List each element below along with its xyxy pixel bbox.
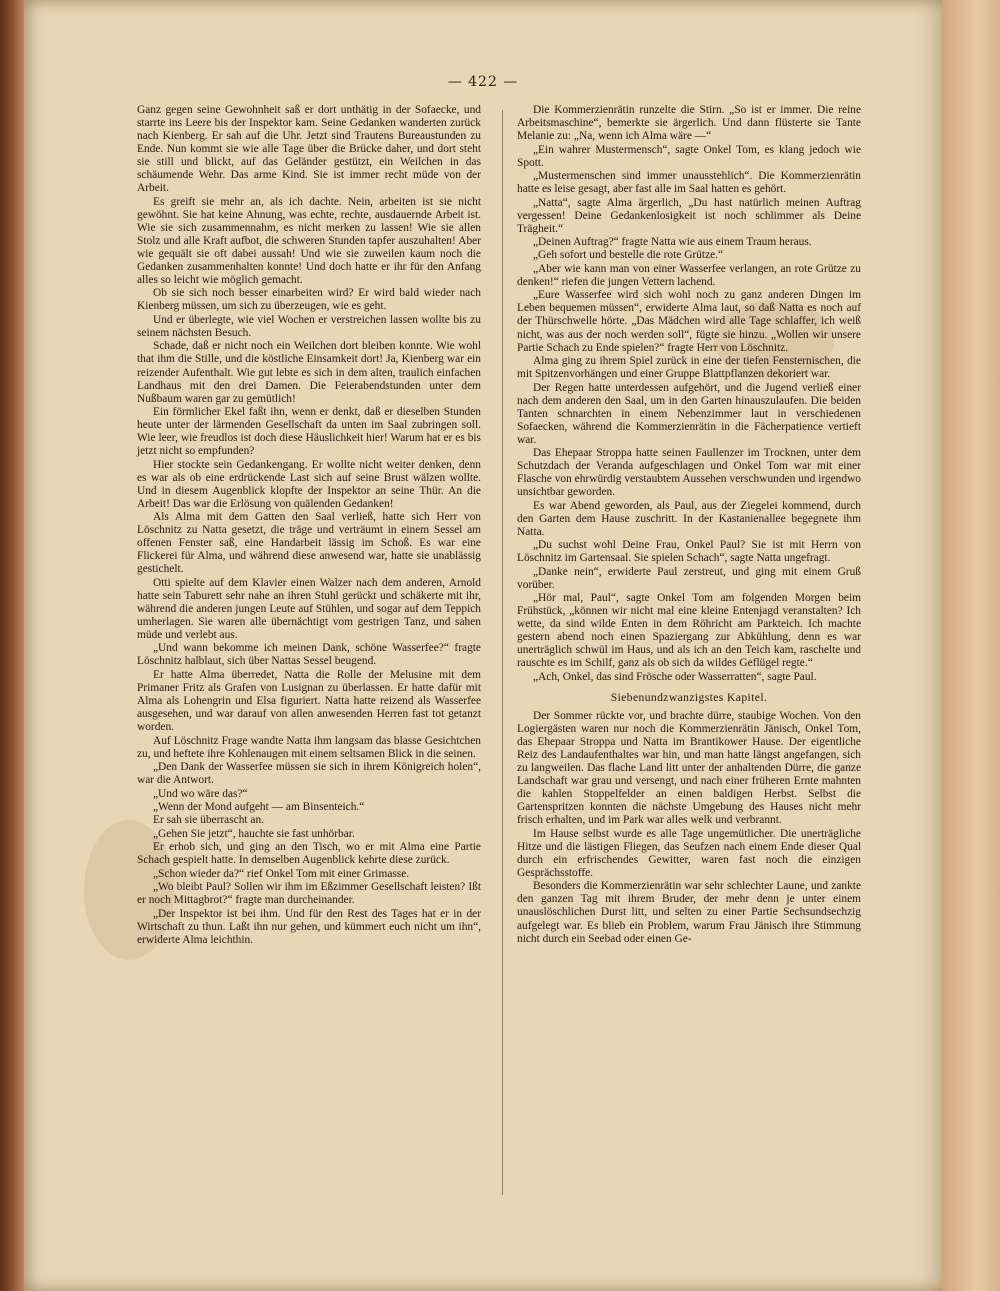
paragraph: „Ein wahrer Mustermensch“, sagte Onkel Tom, es klang jedoch wie Spott. bbox=[517, 143, 861, 169]
paragraph: Der Sommer rückte vor, und brachte dürre, staubige Wochen. Von den Logiergästen waren nur noch die Kommerzienrätin Jänisch, Onkel Tom, das Ehepaar Stroppa und Natta im Brantikower Hause. Der eigentliche Reiz des Landaufenthaltes war hin, und man hatte längst angefangen, sich zu langweilen. Das flache Land litt unter der anhaltenden Dürre, die ganze Landschaft war grau und versengt, und nach einer früheren Ernte mahnten die kahlen Stoppelfelder an einen baldigen Herbst. Selbst die Gartenspritzen konnten die nächste Umgebung des Hauses nicht mehr frisch erhalten, und im Park war alles welk und verbrannt. bbox=[517, 709, 861, 827]
paragraph: „Schon wieder da?“ rief Onkel Tom mit einer Grimasse. bbox=[153, 867, 410, 880]
paragraph: „Geh sofort und bestelle die rote Grütze.“ bbox=[533, 249, 724, 262]
paragraph: „Der Inspektor ist bei ihm. Und für den Rest des Tages hat er in der Wirtschaft zu thun. Laßt ihn nur gehen, und kümmert euch nicht um ihn“, erwiderte Alma leichthin. bbox=[137, 907, 481, 946]
paragraph: „Mustermenschen sind immer unausstehlich“. Die Kommerzienrätin hatte es leise gesagt, aber fast alle im Saal hatten es gehört. bbox=[517, 170, 861, 196]
paragraph: „Natta“, sagte Alma ärgerlich, „Du hast natürlich meinen Auftrag vergessen! Deine Gedankenlosigkeit ist noch schlimmer als Deine Trägheit.“ bbox=[517, 196, 861, 235]
right-column bbox=[517, 104, 861, 946]
paragraph: „Wo bleibt Paul? Sollen wir ihm im Eßzimmer Gesellschaft leisten? Ißt er noch Mittagbrot?“ fragte man durcheinander. bbox=[137, 881, 481, 907]
paragraph: Ob sie sich noch besser einarbeiten wird? Er wird bald wieder nach Kienberg müssen, um sich zu überzeugen, wie es geht. bbox=[137, 287, 481, 313]
paragraph: Als Alma mit dem Gatten den Saal verließ, hatte sich Herr von Löschnitz zu Natta gesetzt, die träge und verträumt in einem Sessel am offenen Fenster saß, eine Handarbeit lässig im Schoß. Es war eine Flickerei für Alma, und während diese anwesend war, hatte sie unablässig gestichelt. bbox=[137, 511, 481, 576]
column-divider bbox=[502, 110, 503, 1195]
paragraph: Der Regen hatte unterdessen aufgehört, und die Jugend verließ einer nach dem anderen den Saal, um in den Garten hinauszulaufen. Die beiden Tanten schnarchten in einem Nebenzimmer laut in verschiedenen Sofaecken, während die Kommerzienrätin in die Fächerpatience vertieft war. bbox=[517, 381, 861, 446]
paragraph: Und er überlegte, wie viel Wochen er verstreichen lassen wollte bis zu seinem nächsten Besuch. bbox=[137, 313, 481, 339]
paragraph: Hier stockte sein Gedankengang. Er wollte nicht weiter denken, denn es war als ob eine erdrückende Last sich auf seine Brust wälzen wollte. Und in diesem Augenblick klopfte der Inspektor an seine Thür. An die Arbeit! Das war die Erlösung von quälenden Gedanken! bbox=[137, 458, 481, 510]
paragraph: „Eure Wasserfee wird sich wohl noch zu ganz anderen Dingen im Leben bequemen müssen“, erwiderte Alma laut, so daß Natta es noch auf der Thürschwelle hörte. „Das Mädchen wird alle Tage schlaffer, ich weiß nicht, was aus der noch werden soll“, fügte sie hinzu. „Wollen wir unsere Partie Schach zu Ende spielen?“ fragte Herr von Löschnitz. bbox=[517, 289, 861, 354]
paragraph: Alma ging zu ihrem Spiel zurück in eine der tiefen Fensternischen, die mit Spitzenvorhängen und einer Gruppe Blattpflanzen dekoriert war. bbox=[517, 355, 861, 381]
chapter-heading: Siebenundzwanzigstes Kapitel. bbox=[610, 690, 768, 704]
paragraph: „Deinen Auftrag?“ fragte Natta wie aus einem Traum heraus. bbox=[533, 236, 812, 249]
paragraph: „Gehen Sie jetzt“, hauchte sie fast unhörbar. bbox=[153, 827, 355, 840]
paragraph: Ein förmlicher Ekel faßt ihn, wenn er denkt, daß er dieselben Stunden heute unter der lärmenden Gesellschaft da unten im Saal zubringen soll. Wie leer, wie freudlos ist doch diese Häuslichkeit hier! Warum hat er es bis jetzt nicht so empfunden? bbox=[137, 406, 481, 458]
paragraph: Die Kommerzienrätin runzelte die Stirn. „So ist er immer. Die reine Arbeitsmaschine“, bemerkte sie ärgerlich. Und dann flüsterte sie Tante Melanie zu: „Na, wenn ich Alma wäre —“ bbox=[517, 104, 861, 143]
paragraph: Er sah sie überrascht an. bbox=[153, 814, 265, 827]
paragraph: Schade, daß er nicht noch ein Weilchen dort bleiben konnte. Wie wohl that ihm die Stille, und die köstliche Einsamkeit dort! Ja, Kienberg war ein reizender Aufenthalt. Wie gut lebte es sich in dem alten, traulich einfachen Landhaus mit den drei Damen. Die Feierabendstunden unter dem Nußbaum waren gar zu gemütlich! bbox=[137, 340, 481, 405]
page-number: — 422 — bbox=[447, 74, 519, 90]
book-page bbox=[24, 0, 942, 1291]
paragraph: Es war Abend geworden, als Paul, aus der Ziegelei kommend, durch den Garten dem Hause zuschritt. In der Kastanienallee begegnete ihm Natta. bbox=[517, 499, 861, 538]
paragraph: Er hatte Alma überredet, Natta die Rolle der Melusine mit dem Primaner Fritz als Grafen von Lusignan zu überlassen. Er hatte dafür mit Alma als Lohengrin und Elsa figuriert. Natta hatte reizend als Wasserfee ausgesehen, und war darauf von allen anwesenden Herren fast tot getanzt worden. bbox=[137, 668, 481, 734]
paragraph: Es greift sie mehr an, als ich dachte. Nein, arbeiten ist sie nicht gewöhnt. Sie hat keine Ahnung, was echte, rechte, ausdauernde Arbeit ist. Wie sie sich zusammennahm, es nicht merken zu lassen! Wie sie allen Stolz und alle Kraft aufbot, die schweren Stunden tapfer auszuhalten! Aber wie gequält sie oft dabei aussah! Und wie sie zuweilen kaum noch die Gedanken zusammenhalten konnte! Und doch hatte er ihr für den Anfang alles so leicht wie möglich gemacht. bbox=[137, 195, 481, 286]
paragraph: „Wenn der Mond aufgeht — am Binsenteich.“ bbox=[153, 800, 365, 813]
paragraph: „Aber wie kann man von einer Wasserfee verlangen, an rote Grütze zu denken!“ riefen die jungen Vettern lachend. bbox=[517, 262, 861, 288]
paragraph: „Und wo wäre das?“ bbox=[153, 787, 248, 800]
paragraph: Otti spielte auf dem Klavier einen Walzer nach dem anderen, Arnold hatte sein Taburett sehr nahe an ihren Stuhl gerückt und schäkerte mit ihr, während die anderen jungen Leute auf Stühlen, und sogar auf dem Teppich umherlagen. Sie waren alle übernächtigt vom gestrigen Tanz, und sahen müde und verlebt aus. bbox=[137, 576, 481, 641]
paragraph: Das Ehepaar Stroppa hatte seinen Faullenzer im Trocknen, unter dem Schutzdach der Veranda aufgeschlagen und Onkel Tom war mit einer Flasche von ehrwürdig verstaubtem Aussehen verschwunden und irgendwo unsichtbar geworden. bbox=[517, 447, 861, 499]
page-edge bbox=[940, 0, 1000, 1291]
paragraph: Er erhob sich, und ging an den Tisch, wo er mit Alma eine Partie Schach gespielt hatte. In demselben Augenblick kehrte diese zurück. bbox=[137, 841, 481, 867]
paragraph: „Hör mal, Paul“, sagte Onkel Tom am folgenden Morgen beim Frühstück, „können wir nicht mal eine kleine Entenjagd veranstalten? Ich wette, da sind wilde Enten in dem Röhricht am Parkteich. Ich machte gestern abend noch einen Spaziergang zur Abkühlung, denn es war unerträglich schwül im Haus, und als ich an den Teich kam, raschelte und rauschte es im Schilf, ganz als ob sich da wildes Geflügel regte.“ bbox=[517, 592, 861, 670]
left-column bbox=[137, 104, 481, 947]
paragraph: „Du suchst wohl Deine Frau, Onkel Paul? Sie ist mit Herrn von Löschnitz im Gartensaal. Sie spielen Schach“, sagte Natta ungefragt. bbox=[517, 539, 861, 565]
paragraph: Ganz gegen seine Gewohnheit saß er dort unthätig in der Sofaecke, und starrte ins Leere bis der Inspektor kam. Seine Gedanken wanderten zurück nach Kienberg. Er sah auf die Uhr. Jetzt sind Trautens Bureaustunden zu Ende. Nun kommt sie wie alle Tage über die Brücke daher, und dort steht sie still und blickt, auf das Geländer gestützt, ein Weilchen in das schäumende Wehr. Das arme Kind. Sie ist immer recht müde von der Arbeit. bbox=[137, 104, 481, 195]
paragraph: Besonders die Kommerzienrätin war sehr schlechter Laune, und zankte den ganzen Tag mit ihrem Bruder, der mehr denn je unter einem unauslöschlichen Durst litt, und selten zu einer Partie Sechsundsechzig aufgelegt war. Es blieb ein Problem, warum Frau Jänisch ihre Stimmung nicht durch ein Seebad oder einen Ge- bbox=[517, 880, 861, 945]
paragraph: Im Hause selbst wurde es alle Tage ungemütlicher. Die unerträgliche Hitze und die lästigen Fliegen, das Seufzen nach einem Ende dieser Qual durch ein erfrischendes Gewitter, waren fast noch die einzigen Gesprächsstoffe. bbox=[517, 827, 861, 879]
paragraph: „Danke nein“, erwiderte Paul zerstreut, und ging mit einem Gruß vorüber. bbox=[517, 565, 861, 591]
paragraph: „Den Dank der Wasserfee müssen sie sich in ihrem Königreich holen“, war die Antwort. bbox=[137, 761, 481, 787]
paragraph: Auf Löschnitz Frage wandte Natta ihm langsam das blasse Gesichtchen zu, und heftete ihre Kohlenaugen mit einem seltsamen Blick in die seinen. bbox=[137, 734, 481, 760]
paragraph: „Und wann bekomme ich meinen Dank, schöne Wasserfee?“ fragte Löschnitz halblaut, sich über Nattas Sessel beugend. bbox=[137, 642, 481, 668]
paragraph: „Ach, Onkel, das sind Frösche oder Wasserratten“, sagte Paul. bbox=[533, 670, 817, 683]
